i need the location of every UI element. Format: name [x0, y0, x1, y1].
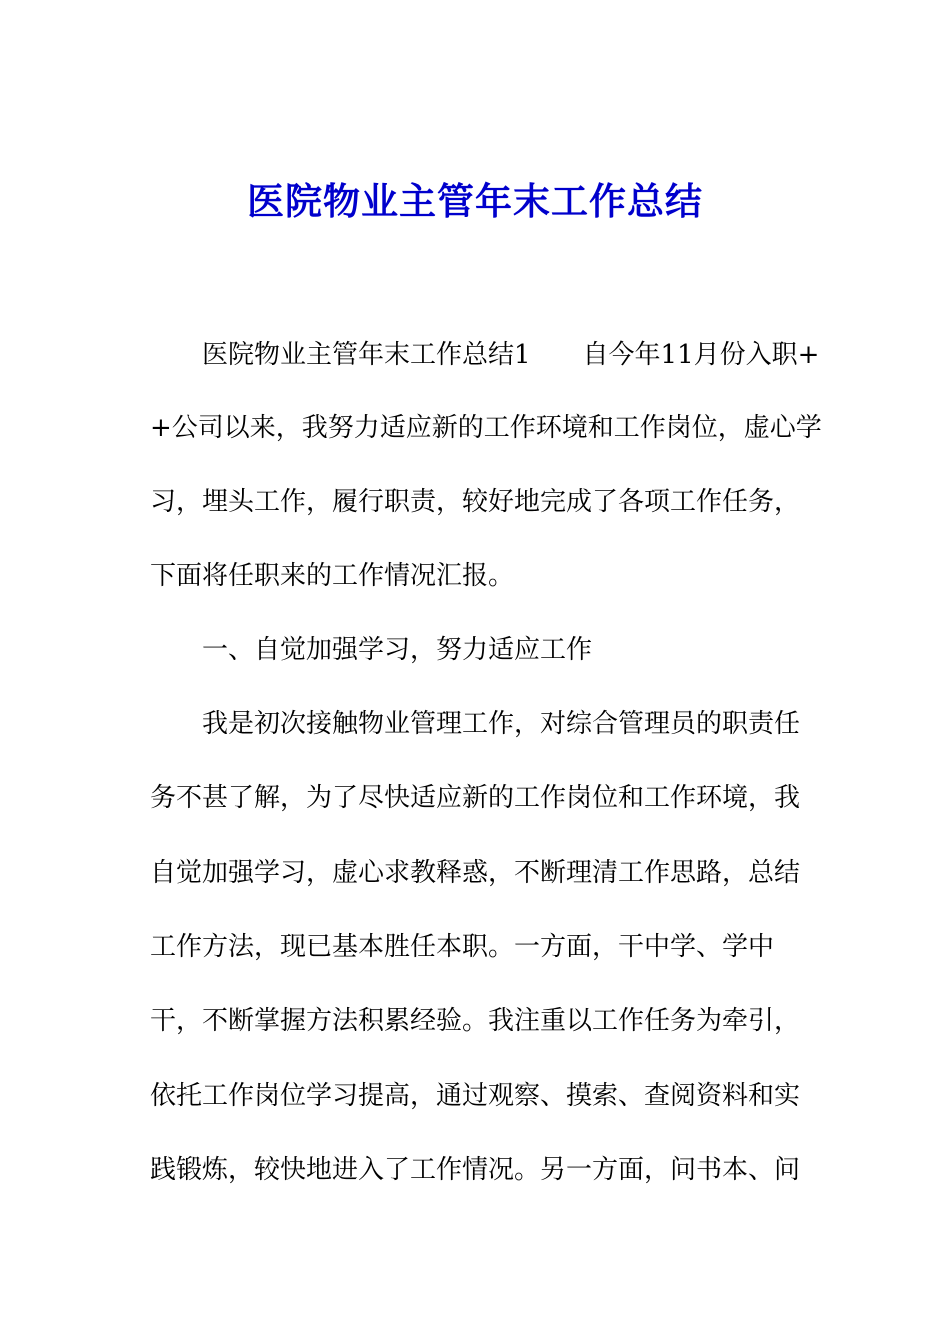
paragraph-line: 践锻炼，较快地进入了工作情况。另一方面，问书本、问	[150, 1155, 801, 1185]
paragraph-line	[202, 337, 862, 373]
paragraph-line: 习，埋头工作，履行职责，较好地完成了各项工作任务，	[150, 487, 801, 517]
paragraph-line: 我是初次接触物业管理工作，对综合管理员的职责任	[202, 709, 801, 739]
paragraph-line: 依托工作岗位学习提高，通过观察、摸索、查阅资料和实	[150, 1081, 801, 1111]
section-heading: 一、自觉加强学习，努力适应工作	[202, 635, 593, 665]
paragraph-line: +公司以来，我努力适应新的工作环境和工作岗位，虚心学	[150, 413, 822, 443]
document-title: 医院物业主管年末工作总结	[247, 180, 703, 223]
paragraph-line: 下面将任职来的工作情况汇报。	[150, 561, 515, 591]
paragraph-line: 自觉加强学习，虚心求教释惑，不断理清工作思路，总结	[150, 858, 801, 888]
paragraph-line: 务不甚了解，为了尽快适应新的工作岗位和工作环境，我	[150, 783, 801, 813]
paragraph-text: 自今年11月份入职+	[582, 340, 820, 370]
paragraph-heading: 医院物业主管年末工作总结1	[202, 340, 531, 370]
paragraph-line: 工作方法，现已基本胜任本职。一方面，干中学、学中	[150, 932, 775, 962]
paragraph-line: 干，不断掌握方法积累经验。我注重以工作任务为牵引，	[150, 1006, 801, 1036]
